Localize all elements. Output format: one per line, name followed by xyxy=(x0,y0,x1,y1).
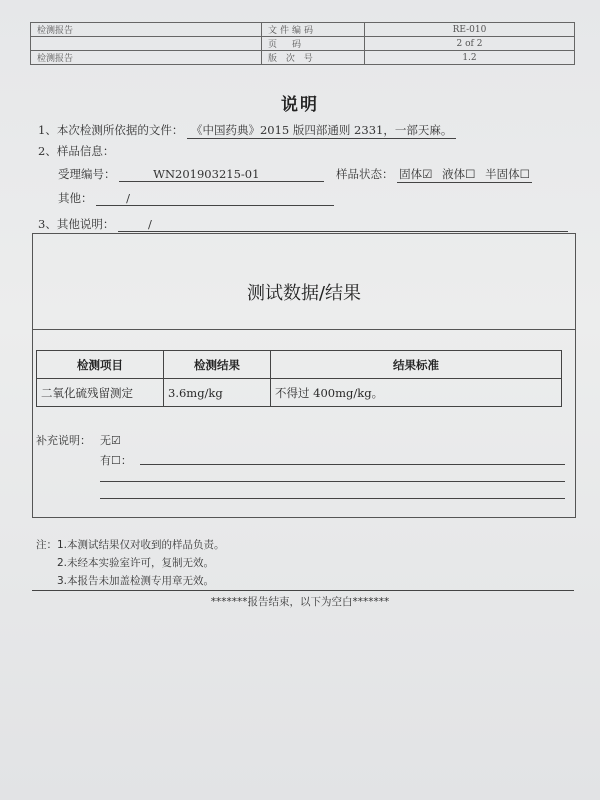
col-standard: 结果标准 xyxy=(271,351,562,379)
page-title: 说明 xyxy=(281,95,319,115)
other-label: 其他： xyxy=(58,191,93,205)
supplement-none: 无☑ xyxy=(100,434,121,447)
cell-item: 二氧化硫残留测定 xyxy=(37,379,164,407)
header-value-cell: 1.2 xyxy=(365,51,575,65)
other-notes-label: 3、其他说明： xyxy=(38,217,115,231)
results-header-row xyxy=(37,351,562,379)
other-notes-value: / xyxy=(118,217,568,232)
header-row xyxy=(31,51,575,65)
supplement-rule xyxy=(140,464,565,465)
header-left-cell xyxy=(31,37,262,51)
notes-divider xyxy=(32,590,574,591)
other-notes-line xyxy=(38,216,568,232)
header-label-cell: 文件编码 xyxy=(262,23,365,37)
header-table xyxy=(30,22,575,65)
header-label-cell: 页 码 xyxy=(262,37,365,51)
other-line xyxy=(58,190,334,206)
state-option-liquid: 液体☐ xyxy=(442,167,476,181)
results-table xyxy=(36,350,562,407)
basis-value: 《中国药典》2015 版四部通则 2331，一部天麻。 xyxy=(187,122,456,139)
cell-result: 3.6mg/kg xyxy=(164,379,271,407)
accept-line xyxy=(58,166,324,182)
note-item: 3.本报告未加盖检测专用章无效。 xyxy=(57,575,215,587)
supplement-rule xyxy=(100,498,565,499)
header-left-cell: 检测报告 xyxy=(31,23,262,37)
other-value: / xyxy=(96,191,334,206)
state-options xyxy=(397,166,532,183)
basis-label: 1、本次检测所依据的文件： xyxy=(38,123,184,137)
state-option-semisolid: 半固体☐ xyxy=(485,167,530,181)
header-left-cell: 检测报告 xyxy=(31,51,262,65)
supplement-label: 补充说明： xyxy=(36,434,91,447)
supplement-yes: 有☐： xyxy=(100,454,132,467)
header-value-cell: 2 of 2 xyxy=(365,37,575,51)
results-heading: 测试数据/结果 xyxy=(246,283,362,304)
accept-value: WN201903215-01 xyxy=(119,167,324,182)
state-label: 样品状态： xyxy=(336,167,394,181)
col-item: 检测项目 xyxy=(37,351,164,379)
supplement-rule xyxy=(100,481,565,482)
note-item: 2.未经本实验室许可，复制无效。 xyxy=(57,557,215,569)
basis-line xyxy=(38,122,456,139)
results-heading-area xyxy=(33,234,575,330)
header-row xyxy=(31,37,575,51)
col-result: 检测结果 xyxy=(164,351,271,379)
accept-label: 受理编号： xyxy=(58,167,116,181)
state-option-solid: 固体☑ xyxy=(399,167,433,181)
state-line xyxy=(336,166,532,183)
header-row xyxy=(31,23,575,37)
cell-standard: 不得过 400mg/kg。 xyxy=(271,379,562,407)
sample-info-label: 2、样品信息： xyxy=(38,144,115,158)
end-of-report: *******报告结束，以下为空白******* xyxy=(210,596,390,608)
header-label-cell: 版 次 号 xyxy=(262,51,365,65)
table-row xyxy=(37,379,562,407)
header-value-cell: RE-010 xyxy=(365,23,575,37)
note-item: 注：1.本测试结果仅对收到的样品负责。 xyxy=(36,539,225,551)
